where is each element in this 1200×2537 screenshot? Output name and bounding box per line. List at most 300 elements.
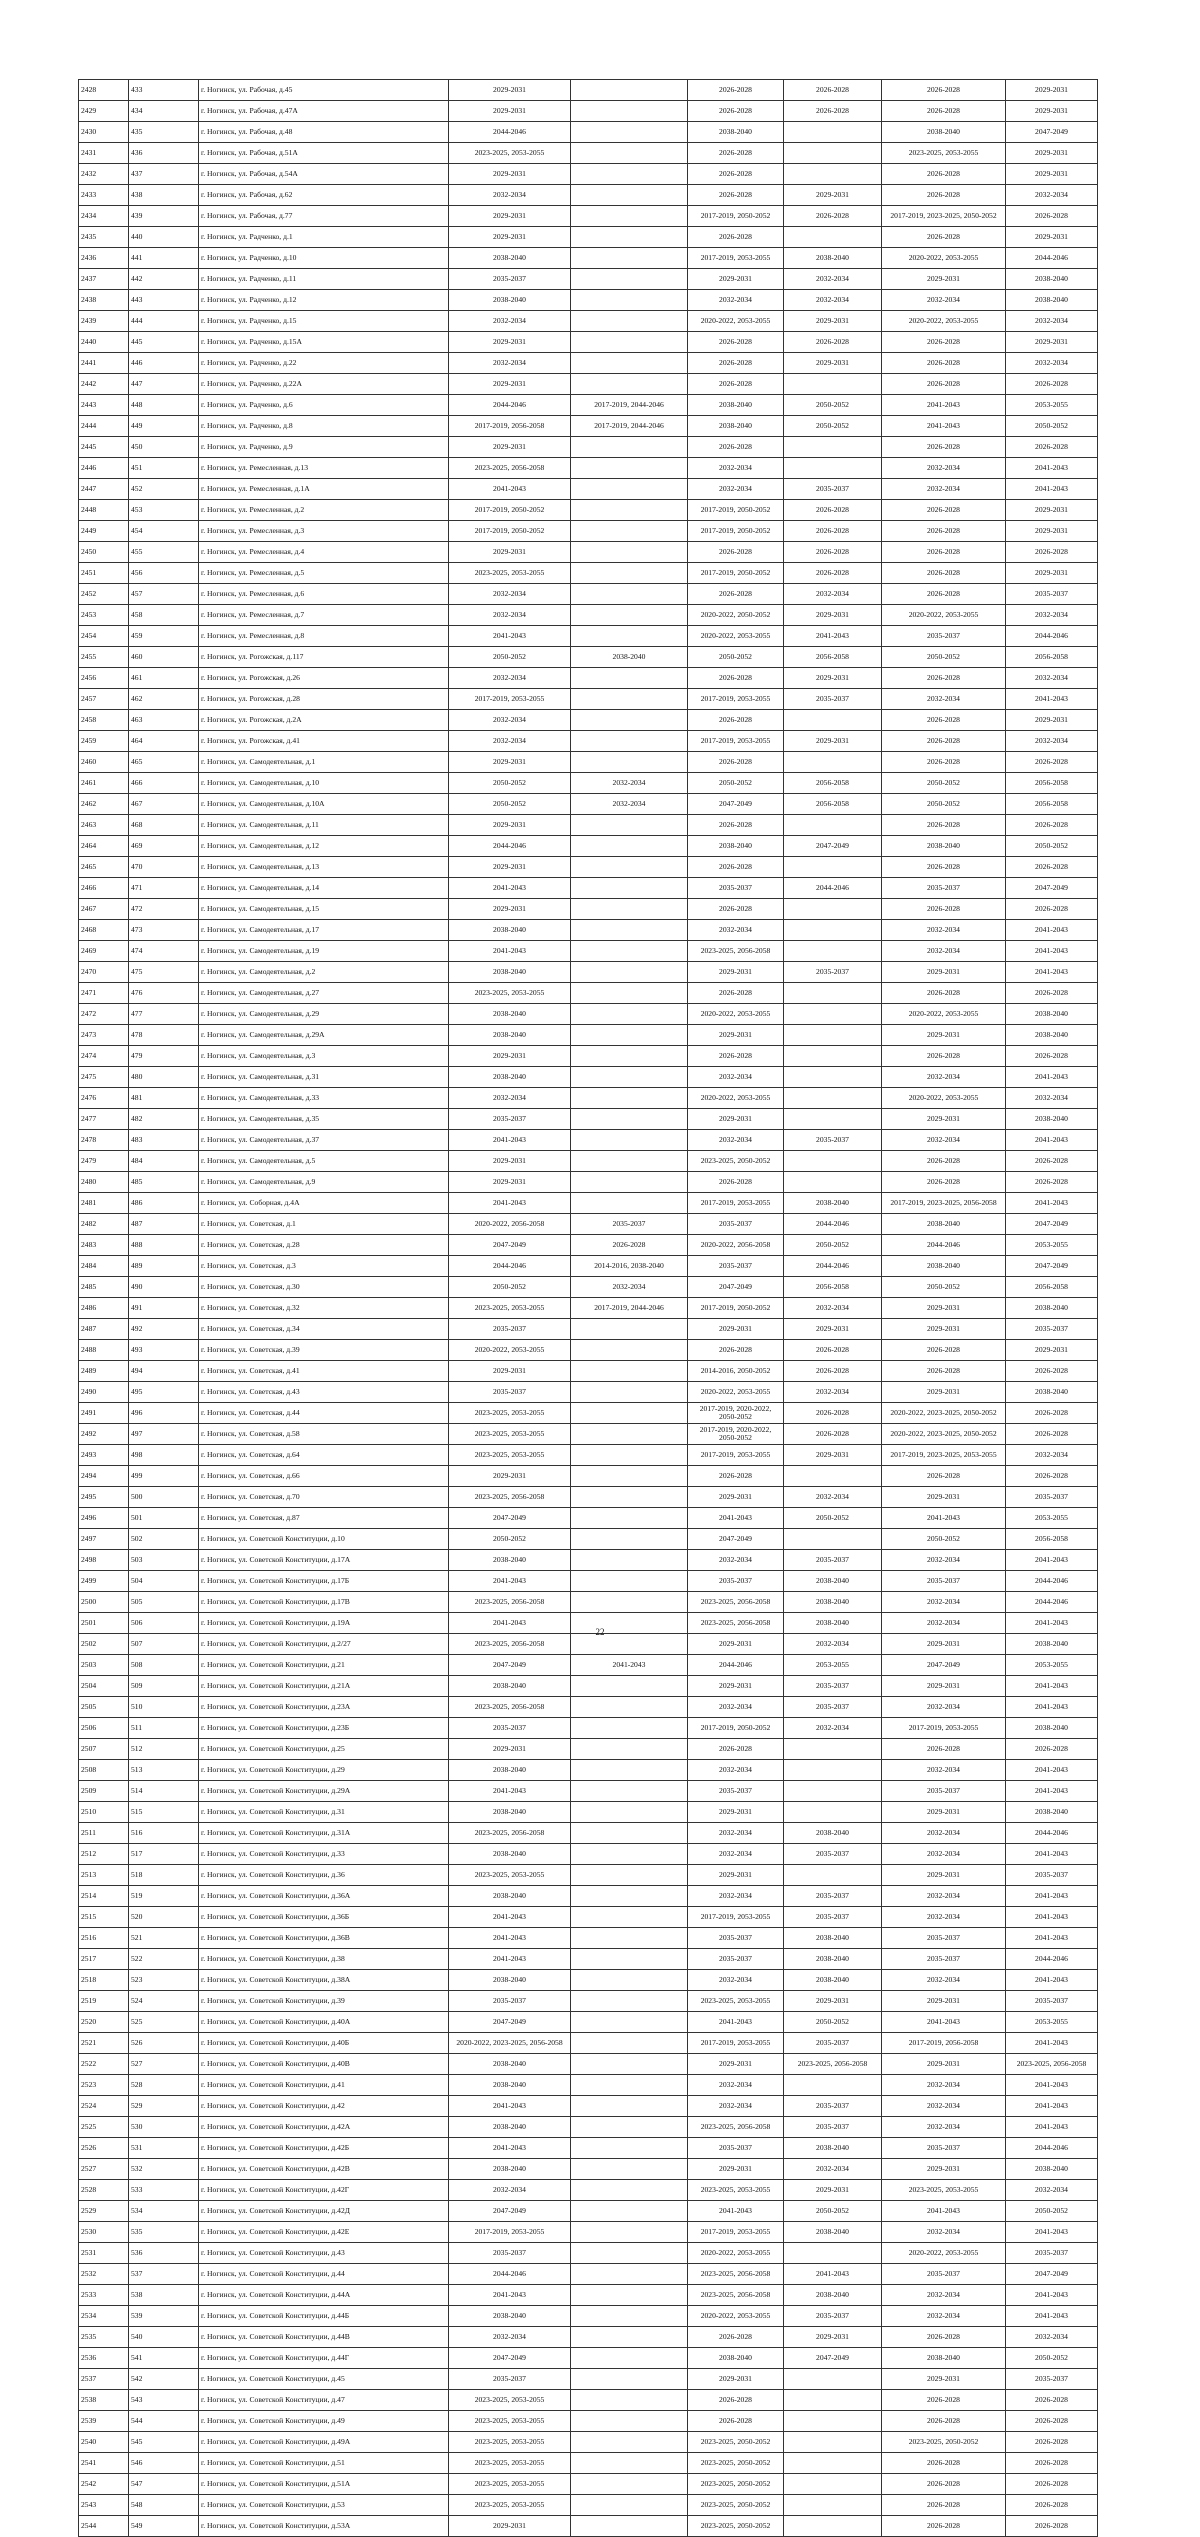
table-row: [79, 1319, 1098, 1340]
cell-work-period-1: 2050-2052: [449, 647, 571, 668]
cell-work-period-4: 2038-2040: [784, 1571, 882, 1592]
cell-work-period-6: 2032-2034: [1006, 353, 1098, 374]
cell-work-period-5: 2026-2028: [882, 710, 1006, 731]
cell-work-period-6: 2032-2034: [1006, 311, 1098, 332]
cell-item-number: 510: [129, 1697, 199, 1718]
cell-work-period-1: 2050-2052: [449, 1277, 571, 1298]
cell-work-period-6: 2041-2043: [1006, 1676, 1098, 1697]
cell-work-period-3: 2029-2031: [688, 269, 784, 290]
cell-work-period-1: 2038-2040: [449, 290, 571, 311]
cell-work-period-2: [571, 1130, 688, 1151]
cell-work-period-5: 2029-2031: [882, 269, 1006, 290]
cell-address: г. Ногинск, ул. Советской Конституции, д.17В: [199, 1592, 449, 1613]
cell-work-period-3: 2029-2031: [688, 962, 784, 983]
cell-work-period-3: 2041-2043: [688, 2012, 784, 2033]
cell-work-period-1: 2038-2040: [449, 1004, 571, 1025]
cell-address: г. Ногинск, ул. Радченко, д.22: [199, 353, 449, 374]
cell-work-period-5: 2026-2028: [882, 857, 1006, 878]
cell-work-period-1: 2023-2025, 2053-2055: [449, 143, 571, 164]
cell-work-period-1: 2032-2034: [449, 668, 571, 689]
cell-work-period-6: 2041-2043: [1006, 1886, 1098, 1907]
cell-item-number: 449: [129, 416, 199, 437]
cell-work-period-1: 2041-2043: [449, 1907, 571, 1928]
cell-work-period-1: 2038-2040: [449, 2117, 571, 2138]
cell-work-period-4: 2050-2052: [784, 395, 882, 416]
table-row: [79, 1277, 1098, 1298]
cell-item-number: 511: [129, 1718, 199, 1739]
cell-work-period-6: 2047-2049: [1006, 878, 1098, 899]
cell-work-period-2: 2035-2037: [571, 1214, 688, 1235]
cell-work-period-1: 2032-2034: [449, 2327, 571, 2348]
table-row: [79, 1193, 1098, 1214]
cell-work-period-2: [571, 1865, 688, 1886]
cell-work-period-2: [571, 1781, 688, 1802]
cell-work-period-5: 2032-2034: [882, 2075, 1006, 2096]
cell-work-period-6: 2047-2049: [1006, 1256, 1098, 1277]
cell-work-period-3: 2026-2028: [688, 542, 784, 563]
table-row: [79, 1256, 1098, 1277]
cell-work-period-1: 2041-2043: [449, 1781, 571, 1802]
cell-work-period-2: [571, 1319, 688, 1340]
cell-work-period-4: [784, 2516, 882, 2537]
cell-row-number: 2543: [79, 2495, 129, 2516]
cell-work-period-1: 2020-2022, 2056-2058: [449, 1214, 571, 1235]
cell-item-number: 532: [129, 2159, 199, 2180]
cell-work-period-5: 2026-2028: [882, 731, 1006, 752]
cell-work-period-6: 2026-2028: [1006, 2432, 1098, 2453]
cell-item-number: 475: [129, 962, 199, 983]
cell-item-number: 499: [129, 1466, 199, 1487]
cell-work-period-2: [571, 962, 688, 983]
cell-address: г. Ногинск, ул. Советская, д.3: [199, 1256, 449, 1277]
cell-work-period-3: 2020-2022, 2053-2055: [688, 2243, 784, 2264]
cell-work-period-2: [571, 1571, 688, 1592]
cell-work-period-5: 2032-2034: [882, 2222, 1006, 2243]
cell-work-period-6: 2026-2028: [1006, 2474, 1098, 2495]
table-row: [79, 2432, 1098, 2453]
cell-work-period-1: 2041-2043: [449, 1949, 571, 1970]
cell-work-period-4: [784, 899, 882, 920]
cell-work-period-1: 2023-2025, 2053-2055: [449, 983, 571, 1004]
table-row: [79, 1592, 1098, 1613]
cell-work-period-6: 2056-2058: [1006, 1277, 1098, 1298]
cell-work-period-5: 2041-2043: [882, 416, 1006, 437]
cell-row-number: 2436: [79, 248, 129, 269]
cell-work-period-5: 2026-2028: [882, 80, 1006, 101]
cell-address: г. Ногинск, ул. Советская, д.41: [199, 1361, 449, 1382]
cell-work-period-5: 2026-2028: [882, 332, 1006, 353]
cell-work-period-3: 2023-2025, 2053-2055: [688, 2180, 784, 2201]
cell-item-number: 438: [129, 185, 199, 206]
cell-work-period-1: 2032-2034: [449, 311, 571, 332]
cell-work-period-4: 2041-2043: [784, 626, 882, 647]
cell-row-number: 2526: [79, 2138, 129, 2159]
cell-item-number: 540: [129, 2327, 199, 2348]
cell-work-period-1: 2038-2040: [449, 1760, 571, 1781]
cell-work-period-1: 2029-2031: [449, 437, 571, 458]
cell-work-period-4: 2029-2031: [784, 668, 882, 689]
cell-address: г. Ногинск, ул. Рогожская, д.117: [199, 647, 449, 668]
cell-work-period-5: 2032-2034: [882, 1823, 1006, 1844]
cell-work-period-2: [571, 521, 688, 542]
cell-work-period-5: 2026-2028: [882, 2411, 1006, 2432]
cell-work-period-5: 2026-2028: [882, 815, 1006, 836]
cell-work-period-4: 2035-2037: [784, 1130, 882, 1151]
cell-work-period-6: 2026-2028: [1006, 206, 1098, 227]
table-row: [79, 2054, 1098, 2075]
cell-item-number: 530: [129, 2117, 199, 2138]
cell-work-period-4: [784, 1046, 882, 1067]
cell-work-period-2: [571, 2117, 688, 2138]
cell-work-period-3: 2023-2025, 2053-2055: [688, 1991, 784, 2012]
cell-work-period-5: 2041-2043: [882, 395, 1006, 416]
cell-item-number: 465: [129, 752, 199, 773]
cell-address: г. Ногинск, ул. Самодеятельная, д.29А: [199, 1025, 449, 1046]
cell-row-number: 2505: [79, 1697, 129, 1718]
cell-work-period-5: 2038-2040: [882, 1214, 1006, 1235]
table-row: [79, 248, 1098, 269]
cell-work-period-4: 2026-2028: [784, 521, 882, 542]
cell-address: г. Ногинск, ул. Советской Конституции, д.43: [199, 2243, 449, 2264]
cell-work-period-3: 2032-2034: [688, 1970, 784, 1991]
table-body: [79, 80, 1098, 2537]
cell-address: г. Ногинск, ул. Рогожская, д.2А: [199, 710, 449, 731]
cell-work-period-3: 2023-2025, 2050-2052: [688, 2474, 784, 2495]
cell-work-period-4: 2035-2037: [784, 2306, 882, 2327]
cell-work-period-4: 2038-2040: [784, 1823, 882, 1844]
cell-row-number: 2489: [79, 1361, 129, 1382]
cell-work-period-5: 2026-2028: [882, 2495, 1006, 2516]
cell-item-number: 456: [129, 563, 199, 584]
cell-work-period-5: 2035-2037: [882, 2138, 1006, 2159]
cell-address: г. Ногинск, ул. Советской Конституции, д.21: [199, 1655, 449, 1676]
cell-work-period-4: 2026-2028: [784, 332, 882, 353]
cell-item-number: 487: [129, 1214, 199, 1235]
cell-item-number: 437: [129, 164, 199, 185]
cell-work-period-2: [571, 2138, 688, 2159]
cell-work-period-1: 2038-2040: [449, 1067, 571, 1088]
cell-work-period-5: 2020-2022, 2053-2055: [882, 248, 1006, 269]
cell-row-number: 2485: [79, 1277, 129, 1298]
cell-address: г. Ногинск, ул. Советской Конституции, д.42Г: [199, 2180, 449, 2201]
table-row: [79, 1151, 1098, 1172]
cell-work-period-5: 2029-2031: [882, 1025, 1006, 1046]
cell-work-period-4: 2032-2034: [784, 1634, 882, 1655]
cell-address: г. Ногинск, ул. Ремесленная, д.1А: [199, 479, 449, 500]
cell-work-period-4: [784, 710, 882, 731]
cell-work-period-3: 2023-2025, 2050-2052: [688, 2495, 784, 2516]
cell-work-period-3: 2035-2037: [688, 1214, 784, 1235]
cell-work-period-6: 2047-2049: [1006, 122, 1098, 143]
table-row: [79, 1928, 1098, 1949]
cell-row-number: 2443: [79, 395, 129, 416]
cell-work-period-4: [784, 1529, 882, 1550]
cell-row-number: 2429: [79, 101, 129, 122]
table-row: [79, 920, 1098, 941]
cell-work-period-5: 2017-2019, 2056-2058: [882, 2033, 1006, 2054]
cell-work-period-1: 2035-2037: [449, 1382, 571, 1403]
cell-work-period-4: [784, 752, 882, 773]
cell-work-period-6: 2041-2043: [1006, 2285, 1098, 2306]
cell-work-period-5: 2029-2031: [882, 2369, 1006, 2390]
cell-work-period-1: 2050-2052: [449, 1529, 571, 1550]
cell-work-period-5: 2032-2034: [882, 1760, 1006, 1781]
table-row: [79, 1550, 1098, 1571]
cell-row-number: 2504: [79, 1676, 129, 1697]
cell-work-period-2: [571, 164, 688, 185]
cell-row-number: 2495: [79, 1487, 129, 1508]
cell-work-period-1: 2023-2025, 2053-2055: [449, 1865, 571, 1886]
cell-item-number: 461: [129, 668, 199, 689]
table-row: [79, 122, 1098, 143]
cell-address: г. Ногинск, ул. Советской Конституции, д.17Б: [199, 1571, 449, 1592]
cell-row-number: 2528: [79, 2180, 129, 2201]
cell-row-number: 2453: [79, 605, 129, 626]
table-row: [79, 2369, 1098, 2390]
table-row: [79, 2516, 1098, 2537]
cell-row-number: 2452: [79, 584, 129, 605]
cell-work-period-2: 2032-2034: [571, 1277, 688, 1298]
cell-work-period-3: 2035-2037: [688, 1949, 784, 1970]
cell-work-period-5: 2020-2022, 2053-2055: [882, 311, 1006, 332]
cell-item-number: 493: [129, 1340, 199, 1361]
cell-address: г. Ногинск, ул. Самодеятельная, д.35: [199, 1109, 449, 1130]
table-row: [79, 752, 1098, 773]
cell-item-number: 508: [129, 1655, 199, 1676]
cell-work-period-3: 2032-2034: [688, 479, 784, 500]
cell-work-period-6: 2041-2043: [1006, 1697, 1098, 1718]
cell-work-period-6: 2044-2046: [1006, 2138, 1098, 2159]
cell-work-period-6: 2050-2052: [1006, 2348, 1098, 2369]
cell-work-period-3: 2041-2043: [688, 1508, 784, 1529]
cell-work-period-5: 2041-2043: [882, 1508, 1006, 1529]
cell-work-period-5: 2026-2028: [882, 353, 1006, 374]
cell-work-period-6: 2038-2040: [1006, 1382, 1098, 1403]
cell-row-number: 2430: [79, 122, 129, 143]
cell-work-period-3: 2032-2034: [688, 920, 784, 941]
cell-work-period-5: 2035-2037: [882, 2264, 1006, 2285]
cell-work-period-3: 2026-2028: [688, 815, 784, 836]
cell-address: г. Ногинск, ул. Советской Конституции, д.29: [199, 1760, 449, 1781]
cell-work-period-3: 2026-2028: [688, 2411, 784, 2432]
cell-work-period-6: 2032-2034: [1006, 731, 1098, 752]
table-row: [79, 311, 1098, 332]
cell-work-period-6: 2041-2043: [1006, 1970, 1098, 1991]
cell-work-period-3: 2032-2034: [688, 1760, 784, 1781]
cell-work-period-2: [571, 2243, 688, 2264]
cell-work-period-4: 2038-2040: [784, 2222, 882, 2243]
cell-work-period-4: 2026-2028: [784, 1424, 882, 1445]
table-row: [79, 1004, 1098, 1025]
cell-work-period-3: 2032-2034: [688, 2096, 784, 2117]
table-row: [79, 941, 1098, 962]
cell-work-period-2: [571, 857, 688, 878]
cell-work-period-2: [571, 1151, 688, 1172]
cell-work-period-2: [571, 1697, 688, 1718]
cell-work-period-6: 2026-2028: [1006, 2411, 1098, 2432]
schedule-table-container: [78, 79, 1097, 2537]
cell-work-period-3: 2026-2028: [688, 164, 784, 185]
cell-work-period-3: 2026-2028: [688, 80, 784, 101]
cell-work-period-4: 2038-2040: [784, 1970, 882, 1991]
cell-work-period-4: 2026-2028: [784, 563, 882, 584]
cell-work-period-6: 2035-2037: [1006, 584, 1098, 605]
cell-work-period-2: [571, 1592, 688, 1613]
cell-work-period-5: 2044-2046: [882, 1235, 1006, 1256]
cell-work-period-4: 2029-2031: [784, 2180, 882, 2201]
cell-work-period-4: 2026-2028: [784, 206, 882, 227]
cell-work-period-4: 2032-2034: [784, 1382, 882, 1403]
table-row: [79, 1466, 1098, 1487]
cell-work-period-3: 2029-2031: [688, 1676, 784, 1697]
cell-work-period-1: 2023-2025, 2053-2055: [449, 2453, 571, 2474]
cell-work-period-6: 2026-2028: [1006, 1466, 1098, 1487]
cell-row-number: 2440: [79, 332, 129, 353]
cell-work-period-6: 2035-2037: [1006, 2243, 1098, 2264]
table-row: [79, 1172, 1098, 1193]
cell-work-period-4: [784, 1802, 882, 1823]
cell-work-period-1: 2041-2043: [449, 1130, 571, 1151]
cell-work-period-1: 2038-2040: [449, 2054, 571, 2075]
cell-work-period-2: [571, 563, 688, 584]
cell-work-period-1: 2029-2031: [449, 2516, 571, 2537]
cell-row-number: 2523: [79, 2075, 129, 2096]
cell-work-period-6: 2026-2028: [1006, 374, 1098, 395]
cell-item-number: 545: [129, 2432, 199, 2453]
cell-work-period-1: 2041-2043: [449, 479, 571, 500]
cell-work-period-2: [571, 437, 688, 458]
cell-work-period-3: 2029-2031: [688, 1865, 784, 1886]
cell-item-number: 439: [129, 206, 199, 227]
cell-work-period-1: 2029-2031: [449, 815, 571, 836]
cell-work-period-3: 2017-2019, 2053-2055: [688, 1445, 784, 1466]
cell-work-period-3: 2044-2046: [688, 1655, 784, 1676]
cell-work-period-2: 2017-2019, 2044-2046: [571, 416, 688, 437]
cell-work-period-2: 2041-2043: [571, 1655, 688, 1676]
cell-work-period-2: [571, 1550, 688, 1571]
cell-work-period-1: 2032-2034: [449, 584, 571, 605]
cell-work-period-2: [571, 1445, 688, 1466]
cell-address: г. Ногинск, ул. Самодеятельная, д.5: [199, 1151, 449, 1172]
cell-work-period-5: 2026-2028: [882, 584, 1006, 605]
cell-item-number: 494: [129, 1361, 199, 1382]
cell-work-period-5: 2032-2034: [882, 1550, 1006, 1571]
cell-item-number: 444: [129, 311, 199, 332]
cell-work-period-1: 2029-2031: [449, 374, 571, 395]
cell-work-period-6: 2041-2043: [1006, 1760, 1098, 1781]
cell-work-period-2: [571, 2054, 688, 2075]
cell-work-period-3: 2041-2043: [688, 2201, 784, 2222]
cell-work-period-2: [571, 941, 688, 962]
table-row: [79, 2411, 1098, 2432]
cell-work-period-3: 2038-2040: [688, 122, 784, 143]
cell-work-period-2: [571, 1193, 688, 1214]
cell-work-period-6: 2041-2043: [1006, 941, 1098, 962]
cell-work-period-6: 2026-2028: [1006, 1361, 1098, 1382]
cell-work-period-1: 2047-2049: [449, 2012, 571, 2033]
cell-item-number: 512: [129, 1739, 199, 1760]
cell-work-period-4: 2038-2040: [784, 1193, 882, 1214]
cell-work-period-1: 2041-2043: [449, 941, 571, 962]
cell-item-number: 491: [129, 1298, 199, 1319]
cell-work-period-5: 2029-2031: [882, 1298, 1006, 1319]
cell-work-period-5: 2041-2043: [882, 2012, 1006, 2033]
cell-item-number: 473: [129, 920, 199, 941]
cell-work-period-2: [571, 80, 688, 101]
cell-work-period-4: [784, 920, 882, 941]
cell-address: г. Ногинск, ул. Ремесленная, д.13: [199, 458, 449, 479]
cell-address: г. Ногинск, ул. Радченко, д.9: [199, 437, 449, 458]
cell-work-period-4: [784, 1781, 882, 1802]
cell-work-period-1: 2023-2025, 2053-2055: [449, 2432, 571, 2453]
cell-work-period-3: 2029-2031: [688, 1319, 784, 1340]
cell-work-period-6: 2029-2031: [1006, 1340, 1098, 1361]
cell-work-period-5: 2026-2028: [882, 374, 1006, 395]
cell-work-period-6: 2041-2043: [1006, 2075, 1098, 2096]
cell-row-number: 2464: [79, 836, 129, 857]
table-row: [79, 1718, 1098, 1739]
cell-work-period-4: 2026-2028: [784, 80, 882, 101]
cell-work-period-1: 2023-2025, 2053-2055: [449, 1424, 571, 1445]
cell-work-period-3: 2020-2022, 2053-2055: [688, 1382, 784, 1403]
cell-work-period-5: 2029-2031: [882, 1865, 1006, 1886]
cell-row-number: 2519: [79, 1991, 129, 2012]
cell-work-period-5: 2032-2034: [882, 689, 1006, 710]
cell-work-period-3: 2026-2028: [688, 185, 784, 206]
cell-work-period-4: 2038-2040: [784, 2138, 882, 2159]
cell-work-period-1: 2038-2040: [449, 1802, 571, 1823]
cell-address: г. Ногинск, ул. Самодеятельная, д.27: [199, 983, 449, 1004]
cell-work-period-5: 2038-2040: [882, 2348, 1006, 2369]
cell-address: г. Ногинск, ул. Самодеятельная, д.31: [199, 1067, 449, 1088]
table-row: [79, 2243, 1098, 2264]
cell-work-period-2: [571, 1466, 688, 1487]
cell-work-period-4: [784, 1739, 882, 1760]
cell-work-period-3: 2017-2019, 2050-2052: [688, 206, 784, 227]
cell-address: г. Ногинск, ул. Советская, д.58: [199, 1424, 449, 1445]
cell-item-number: 526: [129, 2033, 199, 2054]
cell-work-period-3: 2026-2028: [688, 710, 784, 731]
cell-work-period-6: 2056-2058: [1006, 794, 1098, 815]
cell-work-period-3: 2026-2028: [688, 983, 784, 1004]
cell-address: г. Ногинск, ул. Советской Конституции, д.51А: [199, 2474, 449, 2495]
cell-address: г. Ногинск, ул. Радченко, д.11: [199, 269, 449, 290]
cell-work-period-5: 2041-2043: [882, 2201, 1006, 2222]
cell-work-period-3: 2020-2022, 2050-2052: [688, 605, 784, 626]
cell-work-period-3: 2017-2019, 2020-2022, 2050-2052: [688, 1403, 784, 1424]
cell-item-number: 523: [129, 1970, 199, 1991]
cell-address: г. Ногинск, ул. Советской Конституции, д.38: [199, 1949, 449, 1970]
table-row: [79, 1109, 1098, 1130]
cell-work-period-2: [571, 269, 688, 290]
cell-row-number: 2431: [79, 143, 129, 164]
cell-work-period-2: [571, 1508, 688, 1529]
cell-address: г. Ногинск, ул. Советской Конституции, д.29А: [199, 1781, 449, 1802]
table-row: [79, 353, 1098, 374]
cell-work-period-2: [571, 731, 688, 752]
cell-work-period-2: [571, 1067, 688, 1088]
cell-row-number: 2516: [79, 1928, 129, 1949]
cell-work-period-1: 2041-2043: [449, 1613, 571, 1634]
cell-item-number: 463: [129, 710, 199, 731]
cell-work-period-4: 2035-2037: [784, 2096, 882, 2117]
table-row: [79, 1676, 1098, 1697]
cell-row-number: 2439: [79, 311, 129, 332]
cell-work-period-1: 2035-2037: [449, 269, 571, 290]
cell-work-period-2: [571, 689, 688, 710]
cell-row-number: 2530: [79, 2222, 129, 2243]
table-row: [79, 2453, 1098, 2474]
